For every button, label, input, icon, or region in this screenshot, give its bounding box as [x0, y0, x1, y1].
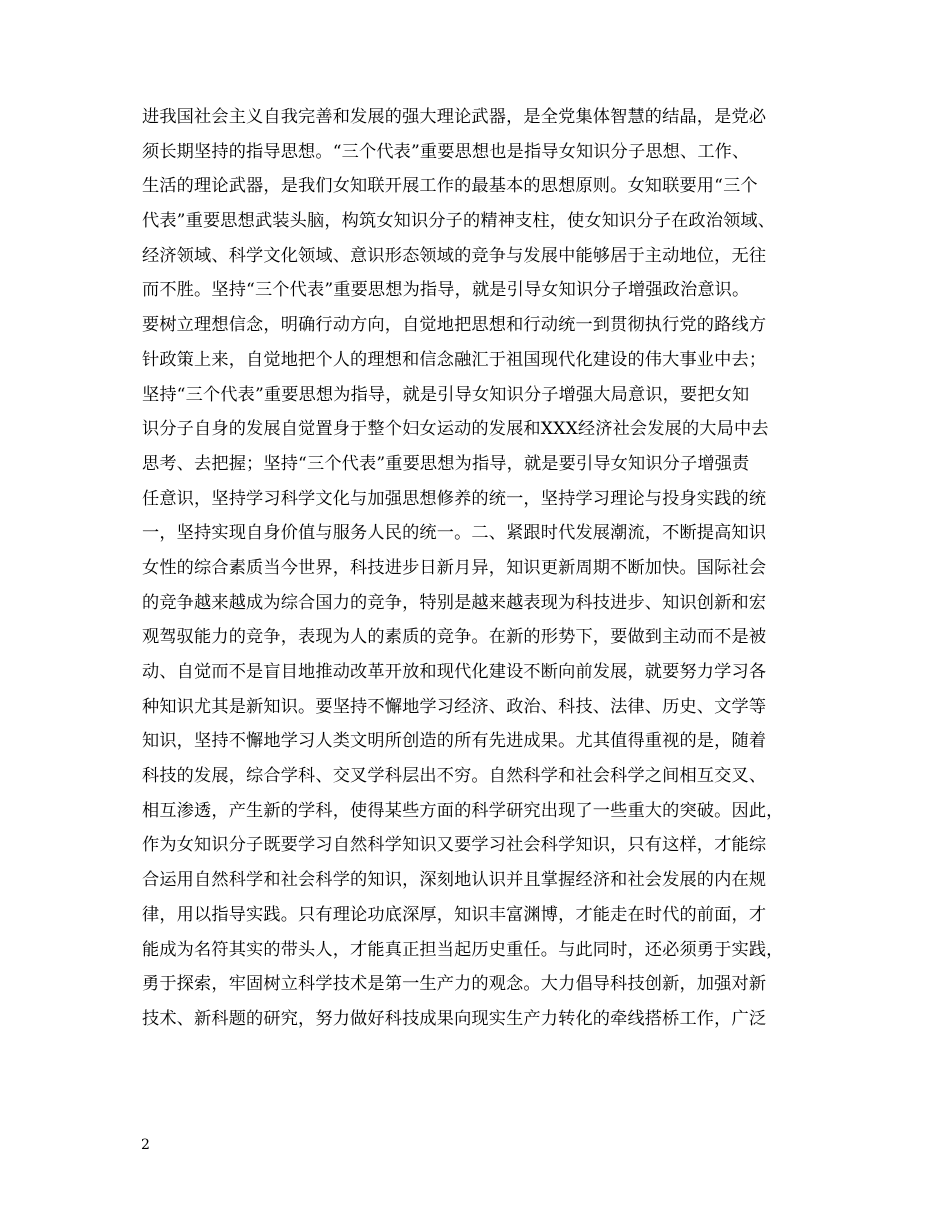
text-line: 观驾驭能力的竞争，表现为人的素质的竞争。在新的形势下，要做到主动而不是被	[142, 627, 767, 648]
text-line: 知识，坚持不懈地学习人类文明所创造的所有先进成果。尤其值得重视的是，随着	[142, 731, 767, 752]
text-line: 任意识，坚持学习科学文化与加强思想修养的统一，坚持学习理论与投身实践的统	[142, 488, 767, 509]
text-line: 科技的发展，综合学科、交叉学科层出不穷。自然科学和社会科学之间相互交叉、	[142, 766, 767, 787]
text-line: 坚持“三个代表”重要思想为指导，就是引导女知识分子增强大局意识，要把女知	[142, 384, 750, 405]
text-line: 律，用以指导实践。只有理论功底深厚，知识丰富渊博，才能走在时代的前面，才	[142, 904, 767, 925]
text-line: 生活的理论武器，是我们女知联开展工作的最基本的思想原则。女知联要用“三个	[142, 176, 758, 197]
text-line: 的竞争越来越成为综合国力的竞争，特别是越来越表现为科技进步、知识创新和宏	[142, 592, 767, 613]
text-line: 女性的综合素质当今世界，科技进步日新月异，知识更新周期不断加快。国际社会	[142, 557, 767, 578]
text-line: 经济领域、科学文化领域、意识形态领域的竞争与发展中能够居于主动地位，无往	[142, 245, 767, 266]
text-line: 种知识尤其是新知识。要坚持不懈地学习经济、政治、科技、法律、历史、文学等	[142, 696, 767, 717]
page-number: 2	[141, 1137, 150, 1153]
text-line: 进我国社会主义自我完善和发展的强大理论武器，是全党集体智慧的结晶，是党必	[142, 107, 767, 127]
text-line: 识分子自身的发展自觉置身于整个妇女运动的发展和XXX经济社会发展的大局中去	[142, 419, 769, 440]
text-line: 代表”重要思想武装头脑，构筑女知识分子的精神支柱，使女知识分子在政治领域、	[142, 211, 776, 232]
text-line: 能成为名符其实的带头人，才能真正担当起历史重任。与此同时，还必须勇于实践，	[142, 939, 784, 960]
text-line: 要树立理想信念，明确行动方向，自觉地把思想和行动统一到贯彻执行党的路线方	[142, 315, 767, 336]
body-text	[142, 100, 842, 1037]
text-line: 针政策上来，自觉地把个人的理想和信念融汇于祖国现代化建设的伟大事业中去；	[142, 349, 767, 370]
text-line: 一，坚持实现自身价值与服务人民的统一。二、紧跟时代发展潮流，不断提高知识	[142, 523, 767, 544]
text-line: 须长期坚持的指导思想。“三个代表”重要思想也是指导女知识分子思想、工作、	[142, 141, 750, 162]
text-line: 而不胜。坚持“三个代表”重要思想为指导，就是引导女知识分子增强政治意识。	[142, 280, 750, 301]
text-line: 动、自觉而不是盲目地推动改革开放和现代化建设不断向前发展，就要努力学习各	[142, 662, 767, 682]
text-line: 作为女知识分子既要学习自然科学知识又要学习社会科学知识，只有这样，才能综	[142, 835, 767, 856]
text-line: 合运用自然科学和社会科学的知识，深刻地认识并且掌握经济和社会发展的内在规	[142, 870, 767, 891]
text-line: 勇于探索，牢固树立科学技术是第一生产力的观念。大力倡导科技创新，加强对新	[142, 974, 767, 995]
text-line: 技术、新科题的研究，努力做好科技成果向现实生产力转化的牵线搭桥工作，广泛	[142, 1008, 767, 1029]
text-line: 相互渗透，产生新的学科，使得某些方面的科学研究出现了一些重大的突破。因此，	[142, 800, 784, 821]
text-line: 思考、去把握；坚持“三个代表”重要思想为指导，就是要引导女知识分子增强责	[142, 453, 750, 474]
